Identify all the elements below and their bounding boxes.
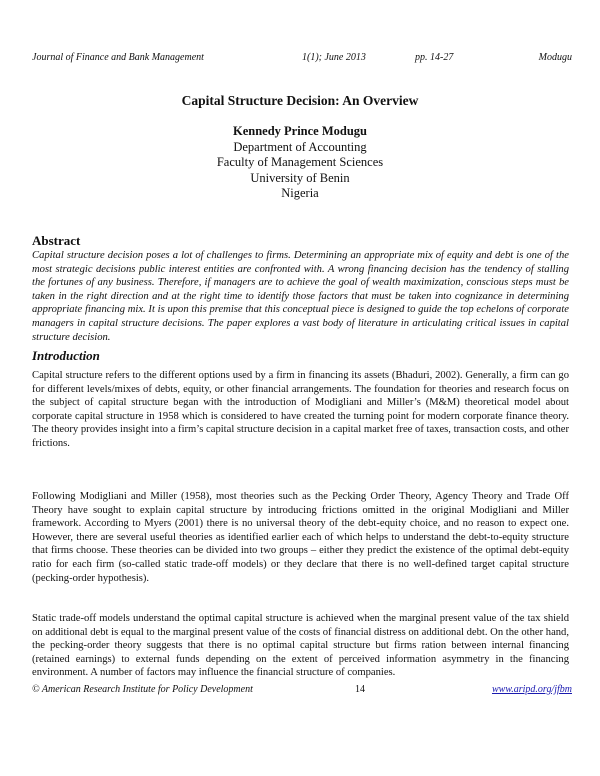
journal-name: Journal of Finance and Bank Management xyxy=(32,52,204,63)
author-department: Department of Accounting xyxy=(233,139,367,154)
intro-paragraph-3: Static trade-off models understand the optimal capital structure is achieved when the marginal present value of the tax shield on additional debt is equal to the marginal present value of the costs of financial distress on additional debt. On the other hand, the pecking-order theory suggests that there is no optimal capital structure but firms ration between internal financing (retained earnings) to external funds depending on the extent of perceived information asymmetry in the financing environment. A number of factors may influence the financial structure of companies. xyxy=(32,613,570,679)
author-country: Nigeria xyxy=(281,186,319,201)
running-header xyxy=(32,52,572,66)
intro-paragraph-1: Capital structure refers to the different options used by a firm in financing its assets (Bhaduri, 2002). Generally, a firm can go for different levels/mixes of debts, equity, or other financial arrangements. The foundation for theories and research focus on the subject of capital structure began with the introduction of Modigliani and Miller’s (M&M) theoretical model about corporate capital structure in 1958 which is considered to have created the turning point for modern corporate finance theory. The theory provides insight into a firm’s capital structure decision in a capital market free of taxes, transaction costs, and other frictions. xyxy=(32,370,569,449)
publisher-notice: © American Research Institute for Policy Development xyxy=(32,684,253,695)
abstract-text: Capital structure decision poses a lot of challenges to firms. Determining an appropriate mix of equity and debt is one of the most strategic decisions public interest entities are confronted with. A wrong financing decision has the tendency of stalling the fortunes of any business. Therefore, if managers are to achieve the goal of wealth maximization, conscious steps must be taken in the right direction and at the right time to identify those factors that must be taken into cognizance in determining appropriate financing mix. It is upon this premise that this conceptual piece is designed to guide the top echelons of corporate managers in capital structure decisions. The paper explores a vast body of literature in articulating critical issues in capital structure decision. xyxy=(32,250,569,343)
intro-paragraph-2: Following Modigliani and Miller (1958), most theories such as the Pecking Order Theory, Agency Theory and Trade Off Theory have sought to explain capital structure by introducing frictions omitted in the original Modigliani and Miller framework. According to Myers (2001) there is no universal theory of the debt-equity choice, and no reason to expect one. However, there are several useful theories as identified earlier each of which helps to understand the debt-to-equity structure that firms choose. These theories can be divided into two groups – either they predict the existence of the optimal debt-equity ratio for each firm (so-called static trade-off models) or they declare that there is no well-defined target capital structure (pecking-order hypothesis). xyxy=(32,491,569,584)
author-name: Kennedy Prince Modugu xyxy=(232,124,368,138)
author-block xyxy=(0,124,600,202)
author-faculty: Faculty of Management Sciences xyxy=(216,155,384,170)
running-author: Modugu xyxy=(538,52,572,63)
page-range: pp. 14-27 xyxy=(415,52,454,63)
abstract-heading: Abstract xyxy=(32,233,81,248)
author-university: University of Benin xyxy=(250,170,350,185)
page-footer xyxy=(32,684,572,698)
page-number: 14 xyxy=(355,684,365,695)
issue-info: 1(1); June 2013 xyxy=(302,52,366,63)
paper-title: Capital Structure Decision: An Overview xyxy=(181,93,419,108)
journal-url-link[interactable]: www.aripd.org/jfbm xyxy=(491,684,572,695)
introduction-heading: Introduction xyxy=(32,348,100,363)
